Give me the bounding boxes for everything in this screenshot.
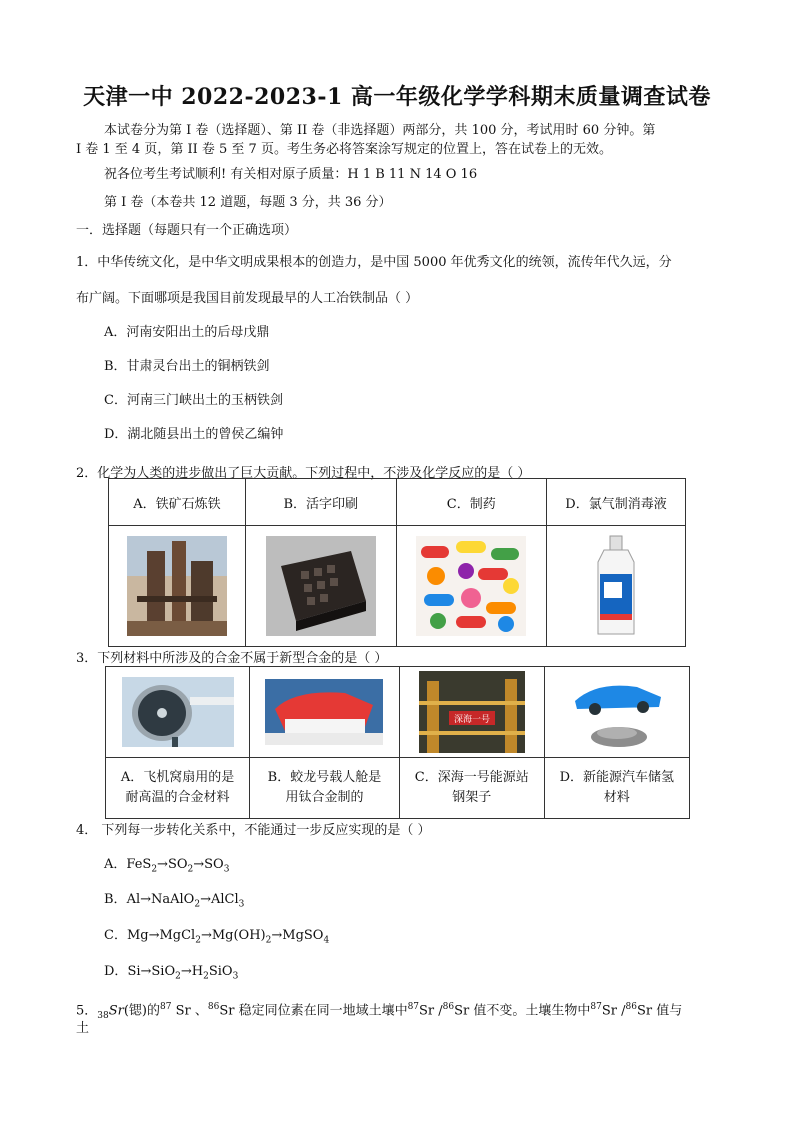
q3-caption-a: A．飞机窝扇用的是 耐高温的合金材料 [106,758,250,819]
q2-stem: 2．化学为人类的进步做出了巨大贡献。下列过程中，不涉及化学反应的是（ ） [76,466,531,481]
intro-line-4: 第 I 卷（本卷共 12 道题，每题 3 分，共 36 分） [104,195,392,210]
q1-option-a: A．河南安阳出土的后母戊鼎 [104,325,270,340]
movable-type-image [266,536,376,636]
pills-image [416,536,526,636]
q3-caption-c: C．深海一号能源站 钢架子 [399,758,544,819]
energy-station-image [419,671,525,753]
q5-stem-line-1: 5．$_{38}$Sr(锶)的$^{87}$ Sr 、$^{86}$Sr 稳定同位素在同一地域土壤中$^{87}$Sr /$^{86}$Sr 值不变。土壤生物中$^{87}$Sr /$^{86}$Sr 值与 [76,1002,683,1021]
q3-caption-b: B．蛟龙号载人舱是 用钛合金制的 [250,758,400,819]
q4-option-a: A．$FeS_2\to SO_2\to SO_3$ [104,857,230,875]
q1-option-d: D．湖北随县出土的曾侯乙编钟 [104,427,284,442]
q4-option-d: D．$Si\to SiO_2\to H_2SiO_3$ [104,964,239,982]
blast-furnace-image [127,536,227,636]
submersible-image [265,679,383,745]
q2-option-b: B．活字印刷 [245,479,396,526]
q4-option-c: C．$Mg\to MgCl_2\to Mg(OH)_2\to MgSO_4$ [104,928,330,946]
q5-stem-line-2: 土 [76,1021,90,1036]
new-energy-car-image [567,675,667,749]
q4-option-b: B．Al→NaAlO$_2$→AlCl$_3$ [104,892,245,910]
q2-option-c: C．制药 [396,479,547,526]
station-sign-text: 深海一号 [453,715,490,725]
intro-line-1: 本试卷分为第 I 卷（选择题）、第 II 卷（非选择题）两部分，共 100 分，考试用时 60 分钟。第 [104,123,656,138]
q2-option-d: D．氯气制消毒液 [547,479,686,526]
q3-stem: 3．下列材料中所涉及的合金不属于新型合金的是（ ） [76,651,388,666]
q1-stem-line-2: 布广阔。下面哪项是我国目前发现最早的人工冶铁制品（ ） [76,291,419,306]
disinfectant-bottle-image [586,534,646,638]
q2-option-a: A．铁矿石炼铁 [109,479,246,526]
q4-stem: 4． 下列每一步转化关系中，不能通过一步反应实现的是（ ） [76,823,431,838]
q1-option-b: B．甘肃灵台出土的铜柄铁剑 [104,359,270,374]
intro-line-3: 祝各位考生考试顺利! 有关相对原子质量：H 1 B 11 N 14 O 16 [104,167,478,182]
jet-engine-image [122,677,234,747]
q3-table [105,666,690,819]
q1-stem-line-1: 1．中华传统文化，是中华文明成果根本的创造力，是中国 5000 年优秀文化的统领，流传年代久远，分 [76,255,672,270]
page-title: 天津一中 2022-2023-1 高一年级化学学科期末质量调查试卷 [83,84,711,110]
q3-caption-d: D．新能源汽车储氢 材料 [544,758,689,819]
q1-option-c: C．河南三门峡出土的玉柄铁剑 [104,393,283,408]
intro-line-2: I 卷 1 至 4 页，第 II 卷 5 至 7 页。考生务必将答案涂写规定的位置上，答在试卷上的无效。 [76,142,612,157]
q2-table [108,478,686,647]
section-heading: 一．选择题（每题只有一个正确选项） [76,223,298,238]
